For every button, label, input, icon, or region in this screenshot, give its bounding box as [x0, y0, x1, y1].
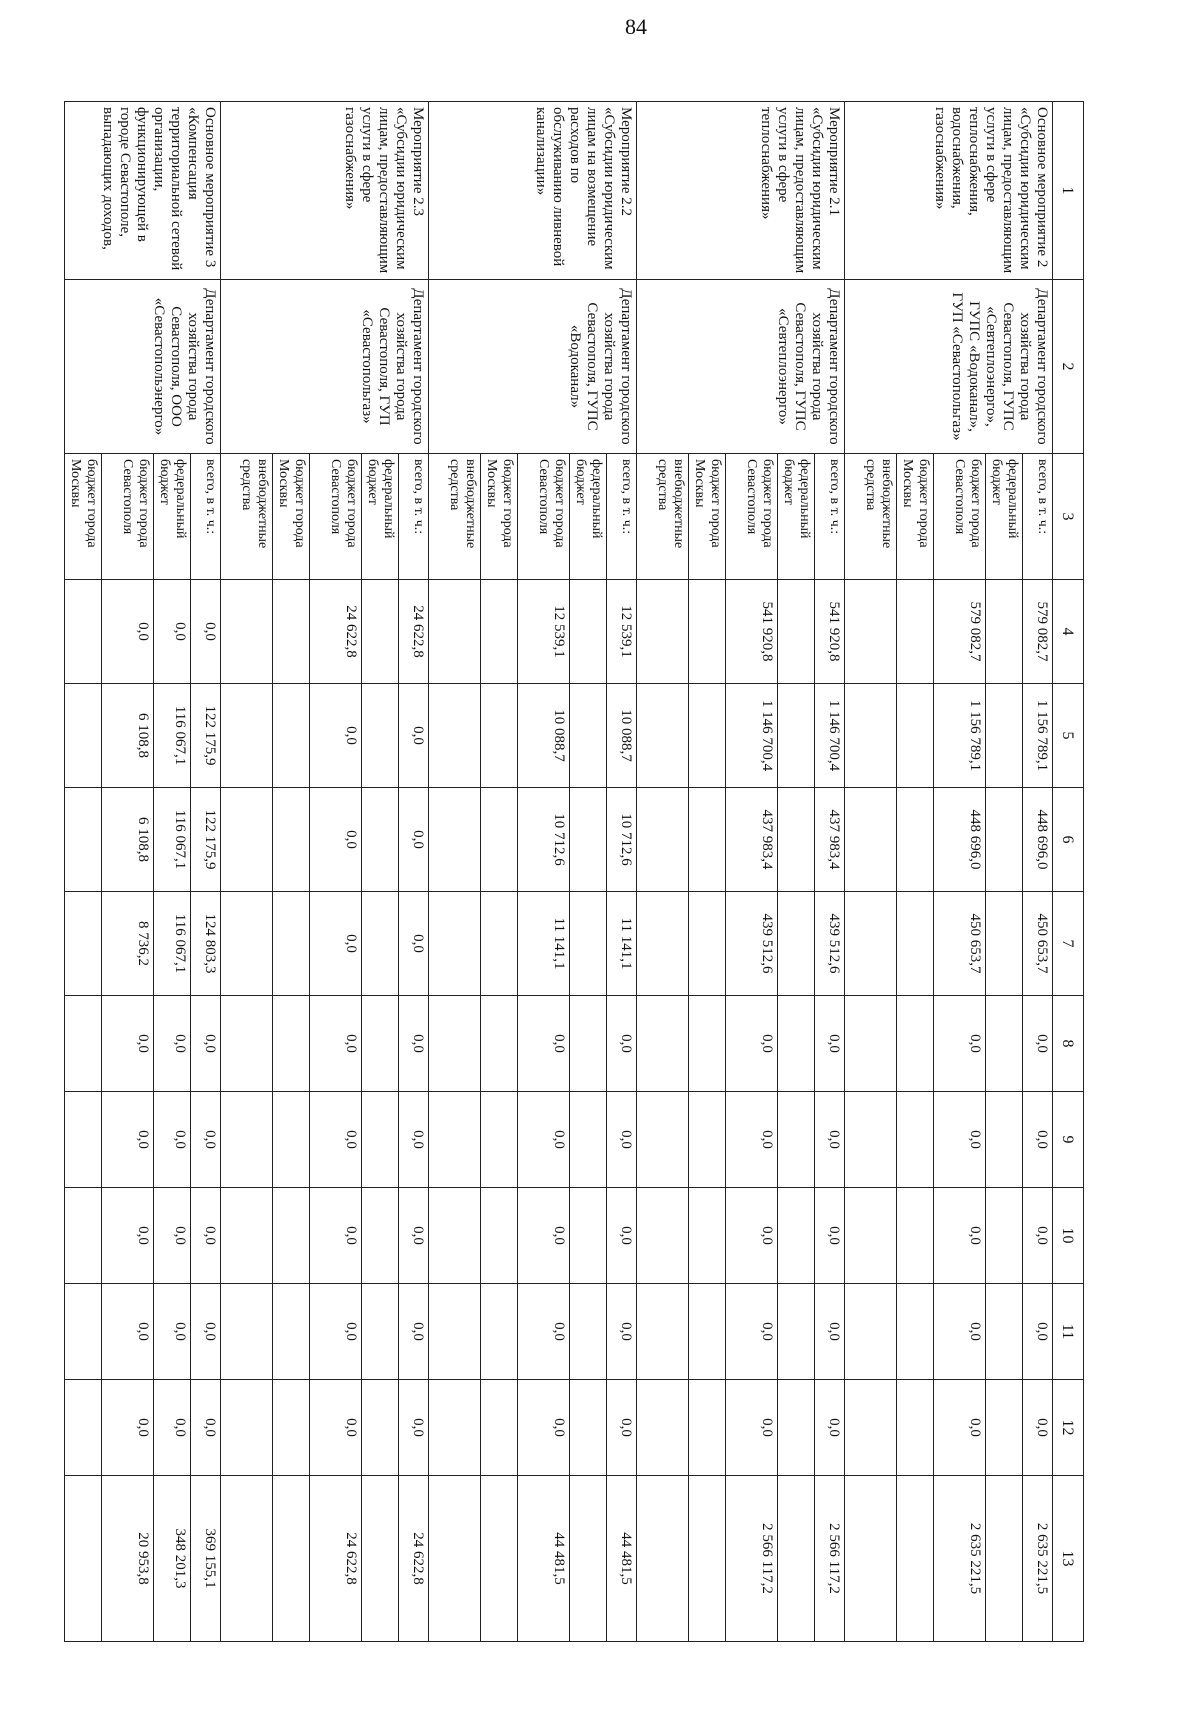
value-cell: 0,0: [154, 1380, 191, 1476]
value-cell: 10 712,6: [607, 788, 637, 892]
value-cell: 0,0: [1023, 1092, 1053, 1188]
value-cell: [689, 684, 726, 788]
value-cell: [778, 1380, 815, 1476]
value-cell: [986, 892, 1023, 996]
value-cell: 11 141,1: [607, 892, 637, 996]
value-cell: 0,0: [310, 1380, 362, 1476]
value-cell: 2 635 221,5: [934, 1476, 986, 1642]
value-cell: [221, 892, 273, 996]
activity-name-cell: Мероприятие 2.3 «Субсидии юридическим лицам, предоставляющим услуги в сфере газоснабжения»: [221, 102, 429, 280]
value-cell: 24 622,8: [399, 580, 429, 684]
executor-cell: Департамент городского хозяйства города Севастополя, ГУП «Севастопольгаз»: [221, 280, 429, 454]
table-row: [1023, 102, 1053, 1642]
value-cell: 122 175,9: [191, 684, 221, 788]
value-cell: 0,0: [154, 1284, 191, 1380]
value-cell: 0,0: [399, 788, 429, 892]
value-cell: [845, 1092, 897, 1188]
value-cell: 44 481,5: [607, 1476, 637, 1642]
value-cell: [637, 1092, 689, 1188]
value-cell: 0,0: [154, 996, 191, 1092]
value-cell: [362, 1380, 399, 1476]
activity-name-cell: Основное мероприятие 2 «Субсидии юридическим лицам, предоставляющим услуги в сфере теплоснабжения, водоснабжения, газоснабжения»: [845, 102, 1053, 280]
value-cell: 0,0: [726, 1380, 778, 1476]
value-cell: [897, 1092, 934, 1188]
value-cell: [689, 1092, 726, 1188]
value-cell: [429, 1188, 481, 1284]
value-cell: 0,0: [399, 1092, 429, 1188]
value-cell: [481, 892, 518, 996]
value-cell: 369 155,1: [191, 1476, 221, 1642]
value-cell: 11 141,1: [518, 892, 570, 996]
value-cell: [845, 788, 897, 892]
value-cell: [481, 996, 518, 1092]
value-cell: [481, 580, 518, 684]
value-cell: [570, 788, 607, 892]
value-cell: 24 622,8: [399, 1476, 429, 1642]
value-cell: 1 146 700,4: [815, 684, 845, 788]
page-number: 84: [625, 14, 647, 39]
value-cell: 0,0: [399, 1284, 429, 1380]
table-row: [191, 102, 221, 1642]
value-cell: [273, 1380, 310, 1476]
funding-source-cell: бюджет города Севастополя: [518, 454, 570, 580]
value-cell: 450 653,7: [1023, 892, 1053, 996]
value-cell: [273, 788, 310, 892]
value-cell: 0,0: [399, 892, 429, 996]
value-cell: 348 201,3: [154, 1476, 191, 1642]
activity-name-cell: Мероприятие 2.1 «Субсидии юридическим лицам, предоставляющим услуги в сфере теплоснабжения»: [637, 102, 845, 280]
value-cell: 0,0: [607, 1284, 637, 1380]
value-cell: [845, 580, 897, 684]
value-cell: 0,0: [1023, 1188, 1053, 1284]
value-cell: [986, 1476, 1023, 1642]
value-cell: 44 481,5: [518, 1476, 570, 1642]
value-cell: 0,0: [399, 684, 429, 788]
value-cell: [273, 892, 310, 996]
funding-source-cell: федеральный бюджет: [362, 454, 399, 580]
value-cell: [637, 1188, 689, 1284]
value-cell: 0,0: [399, 1188, 429, 1284]
value-cell: [65, 1092, 102, 1188]
funding-source-cell: бюджет города Москвы: [481, 454, 518, 580]
value-cell: [570, 1188, 607, 1284]
column-header-12: 12: [1053, 1380, 1084, 1476]
funding-source-cell: внебюджетные средства: [845, 454, 897, 580]
value-cell: [845, 1284, 897, 1380]
value-cell: [689, 580, 726, 684]
funding-source-cell: бюджет города Севастополя: [934, 454, 986, 580]
executor-cell: Департамент городского хозяйства города Севастополя, ООО «Севастопольэнерго»: [65, 280, 221, 454]
value-cell: [897, 892, 934, 996]
value-cell: 20 953,8: [102, 1476, 154, 1642]
value-cell: [778, 1476, 815, 1642]
value-cell: 579 082,7: [1023, 580, 1053, 684]
table-row: [607, 102, 637, 1642]
value-cell: 0,0: [815, 1284, 845, 1380]
column-header-2: 2: [1053, 280, 1084, 454]
value-cell: [986, 1284, 1023, 1380]
value-cell: [429, 684, 481, 788]
value-cell: 0,0: [518, 1188, 570, 1284]
value-cell: 2 566 117,2: [726, 1476, 778, 1642]
value-cell: [65, 892, 102, 996]
table-body: [65, 102, 1053, 1642]
value-cell: 437 983,4: [726, 788, 778, 892]
value-cell: [570, 1476, 607, 1642]
value-cell: [362, 1092, 399, 1188]
value-cell: 10 088,7: [607, 684, 637, 788]
value-cell: 0,0: [815, 1380, 845, 1476]
value-cell: [897, 1476, 934, 1642]
value-cell: 10 088,7: [518, 684, 570, 788]
value-cell: [845, 1380, 897, 1476]
value-cell: [221, 1188, 273, 1284]
value-cell: 0,0: [815, 1092, 845, 1188]
value-cell: 541 920,8: [726, 580, 778, 684]
value-cell: [689, 1380, 726, 1476]
value-cell: 1 146 700,4: [726, 684, 778, 788]
activity-name-cell: Мероприятие 2.2 «Субсидии юридическим лицам на возмещение расходов по обслуживанию ливневой канализации»: [429, 102, 637, 280]
value-cell: 116 067,1: [154, 892, 191, 996]
value-cell: 2 635 221,5: [1023, 1476, 1053, 1642]
value-cell: [778, 788, 815, 892]
value-cell: [221, 1092, 273, 1188]
value-cell: 0,0: [310, 684, 362, 788]
value-cell: 437 983,4: [815, 788, 845, 892]
value-cell: 12 539,1: [518, 580, 570, 684]
funding-source-cell: внебюджетные средства: [429, 454, 481, 580]
value-cell: [897, 788, 934, 892]
value-cell: [273, 1188, 310, 1284]
value-cell: [689, 892, 726, 996]
funding-source-cell: всего, в т. ч.:: [1023, 454, 1053, 580]
value-cell: [845, 996, 897, 1092]
value-cell: 10 712,6: [518, 788, 570, 892]
funding-source-cell: бюджет города Севастополя: [102, 454, 154, 580]
value-cell: 6 108,8: [102, 684, 154, 788]
value-cell: [637, 1380, 689, 1476]
funding-source-cell: бюджет города Севастополя: [726, 454, 778, 580]
funding-source-cell: бюджет города Москвы: [273, 454, 310, 580]
value-cell: [897, 580, 934, 684]
value-cell: 122 175,9: [191, 788, 221, 892]
value-cell: [362, 996, 399, 1092]
value-cell: 0,0: [934, 1092, 986, 1188]
value-cell: 1 156 789,1: [934, 684, 986, 788]
funding-source-cell: федеральный бюджет: [154, 454, 191, 580]
value-cell: 0,0: [310, 1092, 362, 1188]
budget-table: [64, 101, 1084, 1642]
value-cell: [481, 1284, 518, 1380]
column-header-10: 10: [1053, 1188, 1084, 1284]
value-cell: [273, 684, 310, 788]
value-cell: [778, 1188, 815, 1284]
column-header-5: 5: [1053, 684, 1084, 788]
value-cell: 0,0: [102, 580, 154, 684]
funding-source-cell: бюджет города Москвы: [65, 454, 102, 580]
value-cell: [778, 580, 815, 684]
value-cell: [689, 996, 726, 1092]
value-cell: [897, 1188, 934, 1284]
funding-source-cell: федеральный бюджет: [778, 454, 815, 580]
value-cell: 439 512,6: [726, 892, 778, 996]
value-cell: 0,0: [102, 1188, 154, 1284]
value-cell: 0,0: [191, 1188, 221, 1284]
value-cell: 0,0: [607, 996, 637, 1092]
value-cell: [273, 580, 310, 684]
header-row: [1053, 102, 1084, 1642]
value-cell: [362, 1284, 399, 1380]
value-cell: [986, 1092, 1023, 1188]
funding-source-cell: внебюджетные средства: [221, 454, 273, 580]
value-cell: [65, 788, 102, 892]
value-cell: [845, 892, 897, 996]
value-cell: [778, 996, 815, 1092]
value-cell: 0,0: [607, 1188, 637, 1284]
funding-source-cell: всего, в т. ч.:: [815, 454, 845, 580]
value-cell: 116 067,1: [154, 788, 191, 892]
value-cell: 0,0: [310, 996, 362, 1092]
column-header-6: 6: [1053, 788, 1084, 892]
value-cell: [429, 1476, 481, 1642]
value-cell: [637, 580, 689, 684]
value-cell: [570, 1380, 607, 1476]
executor-cell: Департамент городского хозяйства города Севастополя, ГУПС «Севтеплоэнерго», ГУПС «Водоканал», ГУП «Севастопольгаз»: [845, 280, 1053, 454]
activity-name-cell: Основное мероприятие 3 «Компенсация территориальной сетевой организации, функционирующей в городе Севастополе, выпадающих доходов,: [65, 102, 221, 280]
value-cell: 0,0: [154, 1092, 191, 1188]
value-cell: 124 803,3: [191, 892, 221, 996]
value-cell: [429, 1284, 481, 1380]
value-cell: 0,0: [191, 1284, 221, 1380]
value-cell: 1 156 789,1: [1023, 684, 1053, 788]
value-cell: 0,0: [102, 1284, 154, 1380]
value-cell: [481, 684, 518, 788]
value-cell: [481, 1188, 518, 1284]
value-cell: 116 067,1: [154, 684, 191, 788]
value-cell: 0,0: [934, 996, 986, 1092]
value-cell: [637, 1284, 689, 1380]
value-cell: 0,0: [607, 1380, 637, 1476]
value-cell: [65, 684, 102, 788]
value-cell: [986, 580, 1023, 684]
value-cell: [778, 1284, 815, 1380]
value-cell: 0,0: [399, 996, 429, 1092]
column-header-7: 7: [1053, 892, 1084, 996]
value-cell: [429, 580, 481, 684]
value-cell: [778, 684, 815, 788]
value-cell: [845, 1188, 897, 1284]
value-cell: [362, 684, 399, 788]
value-cell: 0,0: [726, 1284, 778, 1380]
value-cell: [637, 788, 689, 892]
value-cell: 448 696,0: [1023, 788, 1053, 892]
value-cell: 8 736,2: [102, 892, 154, 996]
table-row: [815, 102, 845, 1642]
value-cell: 24 622,8: [310, 1476, 362, 1642]
value-cell: 0,0: [102, 1380, 154, 1476]
value-cell: [637, 892, 689, 996]
value-cell: [986, 788, 1023, 892]
value-cell: 0,0: [310, 788, 362, 892]
value-cell: [897, 1380, 934, 1476]
value-cell: 579 082,7: [934, 580, 986, 684]
value-cell: [65, 1476, 102, 1642]
value-cell: 541 920,8: [815, 580, 845, 684]
funding-source-cell: бюджет города Москвы: [897, 454, 934, 580]
value-cell: 0,0: [726, 1188, 778, 1284]
value-cell: [689, 1284, 726, 1380]
value-cell: 0,0: [191, 1092, 221, 1188]
value-cell: [689, 1476, 726, 1642]
value-cell: 0,0: [518, 996, 570, 1092]
table-row: [399, 102, 429, 1642]
value-cell: 6 108,8: [102, 788, 154, 892]
value-cell: [65, 1284, 102, 1380]
value-cell: 0,0: [310, 1284, 362, 1380]
funding-source-cell: федеральный бюджет: [986, 454, 1023, 580]
value-cell: [362, 1188, 399, 1284]
value-cell: [221, 1476, 273, 1642]
funding-source-cell: всего, в т. ч.:: [399, 454, 429, 580]
value-cell: 439 512,6: [815, 892, 845, 996]
value-cell: [570, 892, 607, 996]
value-cell: [429, 892, 481, 996]
value-cell: [362, 788, 399, 892]
value-cell: [570, 996, 607, 1092]
value-cell: [429, 788, 481, 892]
column-header-8: 8: [1053, 996, 1084, 1092]
value-cell: 0,0: [399, 1380, 429, 1476]
value-cell: [570, 684, 607, 788]
value-cell: [362, 1476, 399, 1642]
value-cell: 448 696,0: [934, 788, 986, 892]
value-cell: [221, 788, 273, 892]
column-header-4: 4: [1053, 580, 1084, 684]
value-cell: 0,0: [310, 892, 362, 996]
value-cell: [221, 1380, 273, 1476]
funding-source-cell: внебюджетные средства: [637, 454, 689, 580]
value-cell: 0,0: [934, 1284, 986, 1380]
value-cell: 0,0: [726, 996, 778, 1092]
value-cell: 0,0: [934, 1380, 986, 1476]
value-cell: [221, 1284, 273, 1380]
value-cell: [637, 996, 689, 1092]
value-cell: [362, 580, 399, 684]
value-cell: 0,0: [1023, 1380, 1053, 1476]
value-cell: [429, 1092, 481, 1188]
value-cell: [65, 580, 102, 684]
value-cell: 0,0: [154, 580, 191, 684]
value-cell: [221, 580, 273, 684]
value-cell: [481, 788, 518, 892]
column-header-11: 11: [1053, 1284, 1084, 1380]
value-cell: [273, 1284, 310, 1380]
value-cell: 0,0: [815, 1188, 845, 1284]
value-cell: [897, 996, 934, 1092]
column-header-13: 13: [1053, 1476, 1084, 1642]
value-cell: 0,0: [191, 580, 221, 684]
value-cell: [637, 684, 689, 788]
value-cell: [481, 1476, 518, 1642]
value-cell: 0,0: [726, 1092, 778, 1188]
value-cell: [637, 1476, 689, 1642]
value-cell: 0,0: [1023, 996, 1053, 1092]
value-cell: 2 566 117,2: [815, 1476, 845, 1642]
value-cell: [689, 788, 726, 892]
funding-source-cell: бюджет города Москвы: [689, 454, 726, 580]
rotated-table-container: [68, 101, 1084, 1641]
value-cell: 0,0: [1023, 1284, 1053, 1380]
funding-source-cell: федеральный бюджет: [570, 454, 607, 580]
value-cell: 0,0: [310, 1188, 362, 1284]
value-cell: 24 622,8: [310, 580, 362, 684]
value-cell: [273, 1476, 310, 1642]
value-cell: [273, 1092, 310, 1188]
value-cell: 450 653,7: [934, 892, 986, 996]
value-cell: [986, 1188, 1023, 1284]
value-cell: [362, 892, 399, 996]
value-cell: [897, 684, 934, 788]
column-header-3: 3: [1053, 454, 1084, 580]
value-cell: [986, 996, 1023, 1092]
value-cell: [65, 1188, 102, 1284]
value-cell: [570, 1092, 607, 1188]
value-cell: [481, 1380, 518, 1476]
value-cell: 0,0: [191, 1380, 221, 1476]
value-cell: 0,0: [191, 996, 221, 1092]
value-cell: 0,0: [934, 1188, 986, 1284]
value-cell: [689, 1188, 726, 1284]
value-cell: [845, 1476, 897, 1642]
value-cell: [986, 684, 1023, 788]
value-cell: [481, 1092, 518, 1188]
value-cell: [273, 996, 310, 1092]
value-cell: [986, 1380, 1023, 1476]
value-cell: [429, 996, 481, 1092]
value-cell: [897, 1284, 934, 1380]
executor-cell: Департамент городского хозяйства города Севастополя, ГУПС «Водоканал»: [429, 280, 637, 454]
value-cell: [65, 1380, 102, 1476]
value-cell: [570, 1284, 607, 1380]
value-cell: 12 539,1: [607, 580, 637, 684]
value-cell: [65, 996, 102, 1092]
funding-source-cell: всего, в т. ч.:: [607, 454, 637, 580]
funding-source-cell: всего, в т. ч.:: [191, 454, 221, 580]
value-cell: [429, 1380, 481, 1476]
value-cell: 0,0: [518, 1092, 570, 1188]
value-cell: 0,0: [102, 996, 154, 1092]
funding-source-cell: бюджет города Севастополя: [310, 454, 362, 580]
value-cell: 0,0: [154, 1188, 191, 1284]
value-cell: [221, 684, 273, 788]
value-cell: 0,0: [102, 1092, 154, 1188]
value-cell: 0,0: [815, 996, 845, 1092]
value-cell: [778, 1092, 815, 1188]
value-cell: [845, 684, 897, 788]
value-cell: [221, 996, 273, 1092]
value-cell: 0,0: [607, 1092, 637, 1188]
executor-cell: Департамент городского хозяйства города Севастополя, ГУПС «Севтеплоэнерго»: [637, 280, 845, 454]
value-cell: [778, 892, 815, 996]
column-header-1: 1: [1053, 102, 1084, 280]
column-header-9: 9: [1053, 1092, 1084, 1188]
value-cell: 0,0: [518, 1380, 570, 1476]
value-cell: 0,0: [518, 1284, 570, 1380]
value-cell: [570, 580, 607, 684]
